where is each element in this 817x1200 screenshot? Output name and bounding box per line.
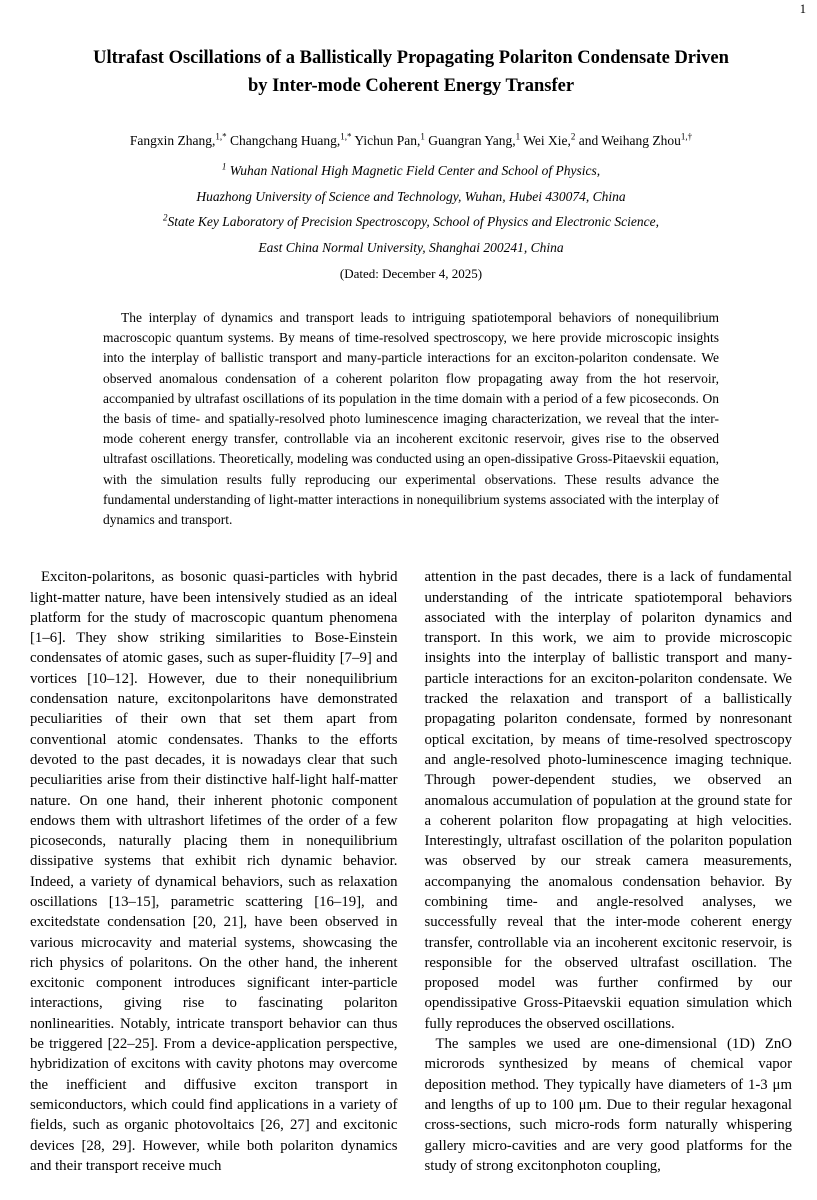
body-paragraph: The samples we used are one-dimensional (1D) ZnO microrods synthesized by means of chemical vapor deposition method. They typically have diameters of 1-3 μm and lengths of up to 100 μm. Due to their regular hexagonal cross-sections, such micro-rods form naturally whispering gallery micro-cavities and are very good platforms for the study of strong excitonphoton coupling, [424,1036,792,1174]
author-name: Yichun Pan, [351,133,421,148]
author-affiliation-mark: 2 [570,131,576,142]
affiliation-line: Huazhong University of Science and Technology, Wuhan, Hubei 430074, China [196,188,626,204]
affiliation-line: East China Normal University, Shanghai 200241, China [258,239,564,255]
body-columns [30,567,792,1176]
abstract-text: The interplay of dynamics and transport leads to intriguing spatiotemporal behaviors of nonequilibrium macroscopic quantum systems. By means of time-resolved spectroscopy, we here provide microscopic insights into the interplay of ballistic transport and many-particle interactions for an exciton-polariton condensate. We observed anomalous condensation of a coherent polariton flow propagating away from the hot reservoir, accompanied by ultrafast oscillations of its population in the time domain with a period of a few picoseconds. On the basis of time- and spatially-resolved photo luminescence imaging characterization, we reveal that the inter-mode coherent energy transfer, controllable via an incoherent excitonic reservoir, gives rise to the observed ultrafast oscillations. Theoretically, modeling was conducted using an open-dissipative Gross-Pitaevskii equation, with the simulation results fully reproducing our experimental observations. These results advance the fundamental understanding of light-matter interactions in nonequilibrium systems associated with the interplay of dynamics and transport. [103,310,719,528]
left-column [30,567,398,1176]
author-affiliation-mark: 1 [515,131,521,142]
affiliation-line: $^2$State Key Laboratory of Precision Spectroscopy, School of Physics and Electronic Science, [162,212,659,229]
author-affiliation-mark: 1,* [340,131,352,142]
affiliation-mark: 2 [162,212,168,223]
author-name: Guangran Yang, [424,133,516,148]
body-paragraph: Exciton-polaritons, as bosonic quasi-particles with hybrid light-matter nature, have been intensively studied as an ideal platform for the study of macroscopic quantum phenomena [1–6]. They show striking similarities to Bose-Einstein condensates of atomic gases, such as super-fluidity [7–9] and vortices [10–12]. However, due to their nonequilibrium condensation nature, excitonpolaritons have demonstrated peculiarities of their own that set them apart from conventional atomic condensates. Thanks to the efforts devoted to the past decades, it is nowadays clear that such peculiarities arise from their distinctive half-light half-matter nature. On one hand, their inherent photonic component endows them with ultrashort lifetimes of the order of a few picoseconds, naturally placing them in nonequilibrium dissipative systems that exhibit rich dynamic behavior. Indeed, a variety of dynamical behaviors, such as relaxation oscillations [13–15], parametric scattering [16–19], and excitedstate condensation [20, 21], have been observed in various microcavity and material systems, showcasing the rich physics of polaritons. On the other hand, the inherent excitonic component introduces significant inter-particle interactions, giving rise to fascinating polariton nonlinearities. Notably, intricate transport behavior can thus be triggered [22–25]. From a device-application perspective, hybridization of excitons with cavity photons may overcome the inefficient and diffusive exciton transport in semiconductors, which could find applications in a variety of fields, such as organic photovoltaics [26, 27] and excitonic devices [28, 29]. However, while both polariton dynamics and their transport receive much [30,569,398,1174]
author-name: Fangxin Zhang, [129,133,216,148]
author-name: Changchang Huang, [226,133,341,148]
affiliation-mark: 1 [221,161,227,172]
author-name: Wei Xie, [520,133,571,148]
date-line: (Dated: December 4, 2025) [339,266,483,281]
paper-title [30,44,792,100]
author-affiliation-mark: 1 [420,131,425,142]
abstract [103,308,719,530]
body-paragraph: attention in the past decades, there is a lack of fundamental understanding of the intricate spatiotemporal behaviors associated with the interplay of polariton dynamics and transport. In this work, we aim to provide microscopic insights into the interplay of ballistic transport and many-particle interactions for an exciton-polariton condensate. We tracked the relaxation and transport of a ballistically propagating polariton condensate, formed by nonresonant optical excitation, by means of time-resolved spectroscopy and angle-resolved photo-luminescence imaging technique. Through power-dependent studies, we observed an anomalous accumulation of population at the ground state for a coherent polariton flow propagating at high velocities. Interestingly, ultrafast oscillation of the polariton population was observed by our streak camera measurements, accompanying the anomalous condensation behavior. By combining time- and angle-resolved analyses, we successfully reveal that the inter-mode coherent energy transfer, controllable via an incoherent excitonic reservoir, is responsible for the observed ultrafast oscillation. The proposed model was further confirmed by our opendissipative Gross-Pitaevskii equation simulation which fully reproduces the observed oscillations. [424,569,792,1032]
page-number: 1 [799,2,806,16]
title-line: by Inter-mode Coherent Energy Transfer [247,76,575,96]
title-line: Ultrafast Oscillations of a Ballistically Propagating Polariton Condensate Driven [93,48,729,68]
right-column [425,567,793,1176]
author-affiliation-mark: 1,* [215,131,227,142]
author-line [30,132,792,149]
author-affiliation-mark: 1,† [680,131,693,142]
affiliations [30,158,792,260]
affiliation-line: $^1$ Wuhan National High Magnetic Field Center and School of Physics, [221,161,601,178]
author-name: and Weihang Zhou [575,133,681,148]
